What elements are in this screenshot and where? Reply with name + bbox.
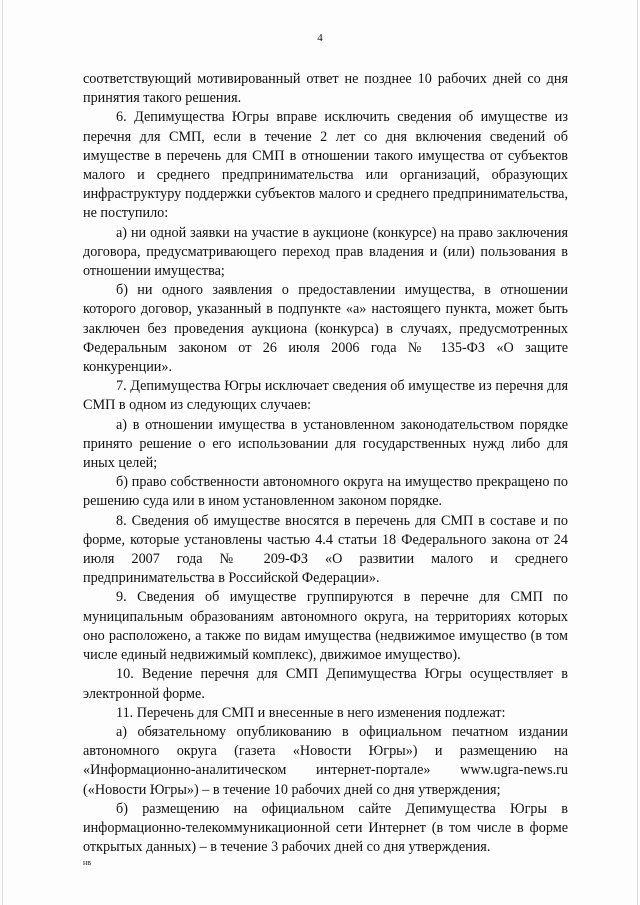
paragraph-item-6a: а) ни одной заявки на участие в аукционе (конкурсе) на право заключения договора, предусматривающего переход прав владения и (или) пользования в отношении имущества; [83,224,568,280]
paragraph-item-9: 9. Сведения об имуществе группируются в перечне для СМП по муниципальным образованиям автономного округа, на территориях которых оно расположено, а также по видам имущества (недвижимое имущество (в том числе единый недвижимый комплекс), движимое имущество). [83,589,568,664]
paragraph-item-7b: б) право собственности автономного округа на имущество прекращено по решению суда или в ином установленном законом порядке. [83,474,568,510]
paragraph-item-6: 6. Депимущества Югры вправе исключить сведения об имуществе из перечня для СМП, если в течение 2 лет со дня включения сведений об имуществе в перечень для СМП в отношении такого имущества от субъектов малого и среднего предпринимательства или организаций, образующих инфраструктуру поддержки субъектов малого и среднего предпринимательства, не поступило: [83,109,568,222]
paragraph-item-7: 7. Депимущества Югры исключает сведения об имуществе из перечня для СМП в одном из следующих случаев: [83,378,568,414]
paragraph-item-7a: а) в отношении имущества в установленном законодательством порядке принято решение о его использовании для государственных нужд либо для иных целей; [83,416,568,472]
paragraph-item-6b: б) ни одного заявления о предоставлении имущества, в отношении которого договор, указанный в подпункте «а» настоящего пункта, может быть заключен без проведения аукциона (конкурса) в случаях, предусмотренных Федеральным законом от 26 июля 2006 года № 135-ФЗ «О защите конкуренции». [83,282,568,376]
paragraph-item-10: 10. Ведение перечня для СМП Депимущества Югры осуществляет в электронной форме. [83,666,568,702]
scan-edge-left [2,0,3,905]
page-number: 4 [317,32,323,44]
footer-code: нв [83,858,92,867]
paragraph-item-11: 11. Перечень для СМП и внесенные в него изменения подлежат: [116,704,506,721]
scan-edge-right [637,0,638,905]
paragraph-continuation: соответствующий мотивированный ответ не позднее 10 рабочих дней со дня принятия такого решения. [83,71,568,107]
paragraph-item-8: 8. Сведения об имуществе вносятся в перечень для СМП в составе и по форме, которые установлены частью 4.4 статьи 18 Федерального закона от 24 июля 2007 года № 209-ФЗ «О развитии малого и среднего предпринимательства в Российской Федерации». [83,512,568,587]
paragraph-item-11a: а) обязательному опубликованию в официальном печатном издании автономного округа (газета «Новости Югры») и размещению на «Информационно-аналитическом интернет-портале» www.ugra-news.ru («Новости Югры») – в течение 10 рабочих дней со дня утверждения; [83,723,568,798]
document-body [83,70,568,857]
paragraph-item-11b: б) размещению на официальном сайте Депимущества Югры в информационно-телекоммуникационной сети Интернет (в том числе в форме открытых данных) – в течение 3 рабочих дней со дня утверждения. [83,800,568,856]
